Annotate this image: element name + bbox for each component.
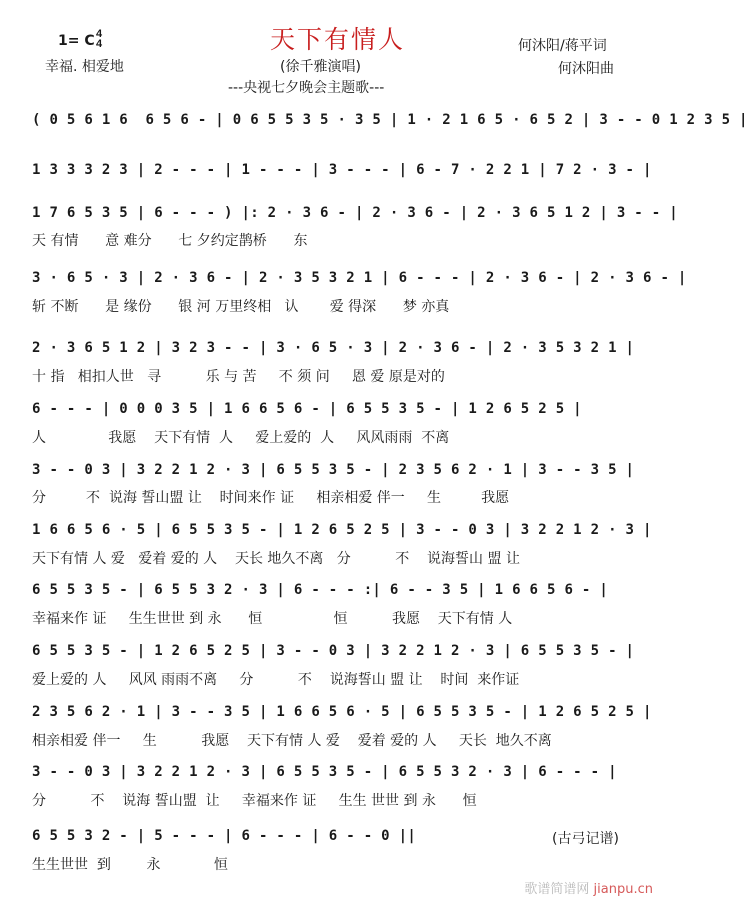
performer-credit: (徐千雅演唱) bbox=[280, 59, 361, 75]
time-signature bbox=[96, 29, 102, 49]
transcriber-note: (古弓记谱) bbox=[552, 831, 619, 847]
score-line-lyrics: 分 不 说海 誓山盟 让 幸福来作 证 生生 世世 到 永 恒 bbox=[32, 793, 477, 809]
score-line-notes: 1 3 3 3 2 3 | 2 - - - | 1 - - - | 3 - - - | 6 - 7 · 2 2 1 | 7 2 · 3 - | bbox=[32, 162, 652, 178]
score-line-notes: 6 - - - | 0 0 0 3 5 | 1 6 6 5 6 - | 6 5 5 3 5 - | 1 2 6 5 2 5 | bbox=[32, 401, 582, 417]
song-title: 天下有情人 bbox=[269, 25, 405, 54]
score-line-notes: 3 · 6 5 · 3 | 2 · 3 6 - | 2 · 3 5 3 2 1 | 6 - - - | 2 · 3 6 - | 2 · 3 6 - | bbox=[32, 270, 687, 286]
key-signature: 1= C bbox=[58, 33, 95, 49]
score-line-lyrics: 天下有情 人 爱 爱着 爱的 人 天长 地久不离 分 不 说海誓山 盟 让 bbox=[32, 551, 520, 567]
score-line-lyrics: 幸福来作 证 生生世世 到 永 恒 恒 我愿 天下有情 人 bbox=[32, 611, 513, 627]
score-line-lyrics: 分 不 说海 誓山盟 让 时间来作 证 相亲相爱 伴一 生 我愿 bbox=[32, 490, 510, 506]
time-signature-top: 4 bbox=[96, 28, 103, 40]
composer-credit: 何沐阳曲 bbox=[558, 61, 614, 77]
subtitle: 幸福. 相爱地 bbox=[45, 59, 124, 75]
site-watermark bbox=[524, 878, 653, 897]
score-line-notes: 1 6 6 5 6 · 5 | 6 5 5 3 5 - | 1 2 6 5 2 5 | 3 - - 0 3 | 3 2 2 1 2 · 3 | bbox=[32, 522, 652, 538]
score-line-notes: 2 · 3 6 5 1 2 | 3 2 3 - - | 3 · 6 5 · 3 | 2 · 3 6 - | 2 · 3 5 3 2 1 | bbox=[32, 340, 635, 356]
score-line-lyrics: 爱上爱的 人 风风 雨雨不离 分 不 说海誓山 盟 让 时间 来作证 bbox=[32, 672, 520, 688]
score-line-notes: 3 - - 0 3 | 3 2 2 1 2 · 3 | 6 5 5 3 5 - | 2 3 5 6 2 · 1 | 3 - - 3 5 | bbox=[32, 462, 635, 478]
program-credit: ---央视七夕晚会主题歌--- bbox=[228, 80, 385, 96]
score-line-lyrics: 相亲相爱 伴一 生 我愿 天下有情 人 爱 爱着 爱的 人 天长 地久不离 bbox=[32, 733, 552, 749]
score-line-notes: 6 5 5 3 2 - | 5 - - - | 6 - - - | 6 - - 0 || bbox=[32, 828, 417, 844]
score-line-notes: 6 5 5 3 5 - | 1 2 6 5 2 5 | 3 - - 0 3 | 3 2 2 1 2 · 3 | 6 5 5 3 5 - | bbox=[32, 643, 635, 659]
score-line-notes: 1 7 6 5 3 5 | 6 - - - ) |: 2 · 3 6 - | 2 · 3 6 - | 2 · 3 6 5 1 2 | 3 - - | bbox=[32, 205, 678, 221]
score-line-notes: 2 3 5 6 2 · 1 | 3 - - 3 5 | 1 6 6 5 6 · 5 | 6 5 5 3 5 - | 1 2 6 5 2 5 | bbox=[32, 704, 652, 720]
score-line-lyrics: 天 有情 意 难分 七 夕约定鹊桥 东 bbox=[32, 233, 308, 249]
lyricist-credit: 何沐阳/蒋平词 bbox=[518, 38, 607, 54]
watermark-site-text: jianpu.cn bbox=[593, 882, 653, 897]
score-line-notes: ( 0 5 6 1 6 6 5 6 - | 0 6 5 5 3 5 · 3 5 | 1 · 2 1 6 5 · 6 5 2 | 3 - - 0 1 2 3 5 | bbox=[32, 112, 748, 128]
score-line-lyrics: 十 指 相扣人世 寻 乐 与 苦 不 须 问 恩 爱 原是对的 bbox=[32, 369, 445, 385]
watermark-main-text: 歌谱简谱网 bbox=[524, 882, 590, 897]
score-line-lyrics: 人 我愿 天下有情 人 爱上爱的 人 风风雨雨 不离 bbox=[32, 430, 450, 446]
score-line-lyrics: 斩 不断 是 缘份 银 河 万里终相 认 爱 得深 梦 亦真 bbox=[32, 299, 450, 315]
score-line-notes: 6 5 5 3 5 - | 6 5 5 3 2 · 3 | 6 - - - :| 6 - - 3 5 | 1 6 6 5 6 - | bbox=[32, 582, 609, 598]
score-line-lyrics: 生生世世 到 永 恒 bbox=[32, 857, 228, 873]
time-signature-bottom: 4 bbox=[96, 38, 103, 50]
score-line-notes: 3 - - 0 3 | 3 2 2 1 2 · 3 | 6 5 5 3 5 - | 6 5 5 3 2 · 3 | 6 - - - | bbox=[32, 764, 617, 780]
